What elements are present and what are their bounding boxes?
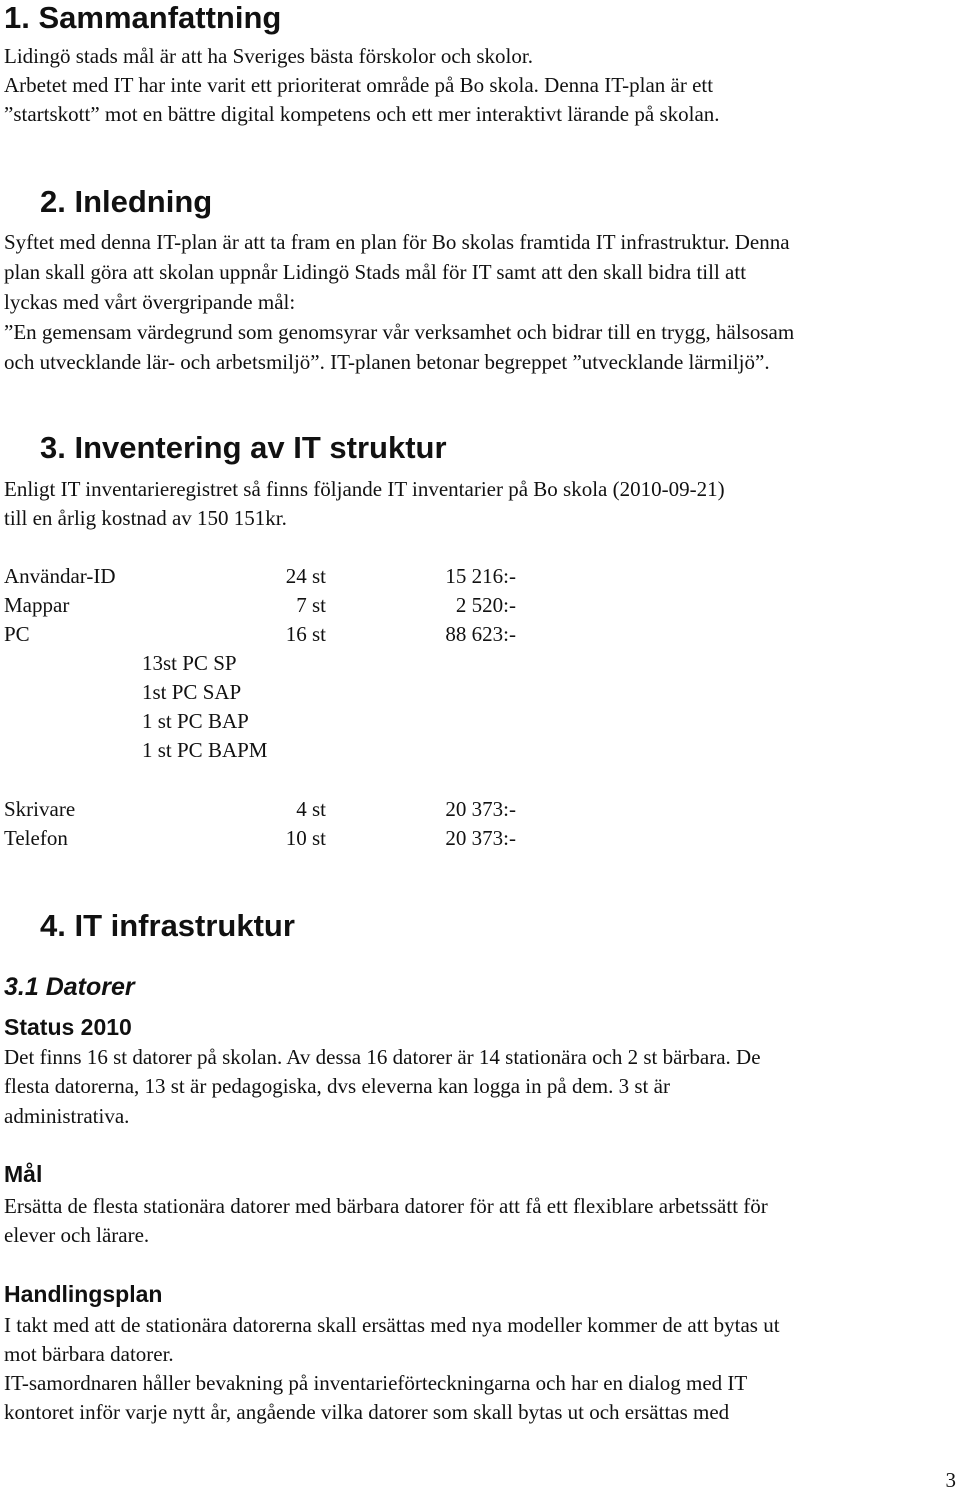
inventory-qty: 24 st (285, 564, 326, 588)
heading-inventering: 3. Inventering av IT struktur (40, 430, 447, 465)
body-line: Lidingö stads mål är att ha Sveriges bästa förskolor och skolor. (4, 44, 533, 68)
body-line: Enligt IT inventarieregistret så finns följande IT inventarier på Bo skola (2010-09-21) (4, 477, 725, 501)
inventory-cost: 20 373:- (445, 826, 516, 850)
body-line: ”startskott” mot en bättre digital kompetens och ett mer interaktivt lärande på skolan. (4, 102, 720, 126)
pc-breakdown-item: 1 st PC BAP (142, 709, 249, 733)
body-line: IT-samordnaren håller bevakning på inventarieförteckningarna och har en dialog med IT (4, 1371, 748, 1395)
body-line: Syftet med denna IT-plan är att ta fram en plan för Bo skolas framtida IT infrastruktur. Denna (4, 230, 790, 254)
inventory-cost: 15 216:- (445, 564, 516, 588)
heading-sammanfattning: 1. Sammanfattning (4, 0, 282, 35)
body-line: flesta datorerna, 13 st är pedagogiska, dvs eleverna kan logga in på dem. 3 st är (4, 1074, 670, 1098)
body-line: ”En gemensam värdegrund som genomsyrar vår verksamhet och bidrar till en trygg, hälsosam (4, 320, 795, 344)
inventory-cost: 20 373:- (445, 797, 516, 821)
inventory-qty: 4 st (296, 797, 326, 821)
body-line: I takt med att de stationära datorerna skall ersättas med nya modeller kommer de att bytas ut (4, 1313, 780, 1337)
inventory-item: Mappar (4, 593, 70, 617)
inventory-cost: 2 520:- (455, 593, 516, 617)
pc-breakdown-item: 1 st PC BAPM (142, 738, 268, 762)
inventory-cost: 88 623:- (445, 622, 516, 646)
inventory-item: Användar-ID (4, 564, 116, 588)
body-line: Det finns 16 st datorer på skolan. Av dessa 16 datorer är 14 stationära och 2 st bärbara. De (4, 1045, 761, 1069)
body-line: Arbetet med IT har inte varit ett prioriterat område på Bo skola. Denna IT-plan är ett (4, 73, 714, 97)
body-line: plan skall göra att skolan uppnår Lidingö Stads mål för IT samt att den skall bidra till att (4, 260, 747, 284)
heading-handlingsplan: Handlingsplan (4, 1281, 163, 1307)
body-line: till en årlig kostnad av 150 151kr. (4, 506, 287, 530)
inventory-qty: 16 st (285, 622, 326, 646)
inventory-item: Telefon (4, 826, 68, 850)
body-line: elever och lärare. (4, 1223, 150, 1247)
heading-status: Status 2010 (4, 1014, 132, 1040)
body-line: administrativa. (4, 1104, 130, 1128)
body-line: kontoret inför varje nytt år, angående vilka datorer som skall bytas ut och ersättas med (4, 1400, 730, 1424)
body-line: mot bärbara datorer. (4, 1342, 174, 1366)
body-line: och utvecklande lär- och arbetsmiljö”. IT-planen betonar begreppet ”utvecklande lärmiljö”. (4, 350, 770, 374)
body-line: Ersätta de flesta stationära datorer med bärbara datorer för att få ett flexiblare arbetssätt för (4, 1194, 768, 1218)
subheading-datorer: 3.1 Datorer (4, 973, 135, 1001)
inventory-qty: 10 st (285, 826, 326, 850)
pc-breakdown-item: 13st PC SP (142, 651, 237, 675)
page-number: 3 (945, 1468, 956, 1492)
heading-inledning: 2. Inledning (40, 184, 213, 219)
heading-mal: Mål (4, 1161, 43, 1187)
pc-breakdown-item: 1st PC SAP (142, 680, 242, 704)
body-line: lyckas med vårt övergripande mål: (4, 290, 296, 314)
inventory-item: Skrivare (4, 797, 76, 821)
inventory-item: PC (4, 622, 30, 646)
heading-it-infrastruktur: 4. IT infrastruktur (40, 908, 295, 943)
inventory-qty: 7 st (296, 593, 326, 617)
